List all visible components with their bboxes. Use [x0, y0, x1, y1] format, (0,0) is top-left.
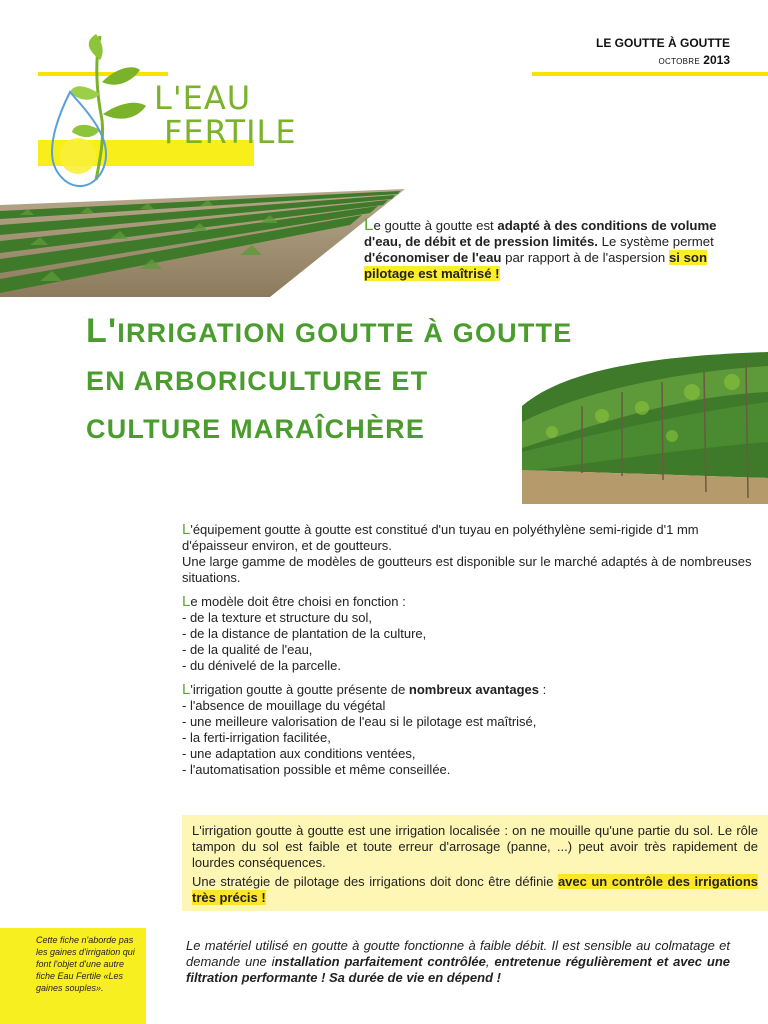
p3-bold: nombreux avantages	[408, 682, 539, 697]
p3-text: 'irrigation goutte à goutte présente de	[190, 682, 409, 697]
side-note: Cette fiche n'aborde pas les gaines d'irrigation qui font l'objet d'une autre fiche Eau Fertile «Les gaines souples».	[0, 928, 146, 1024]
title-line3: CULTURE MARAÎCHÈRE	[86, 414, 426, 444]
p2-initial: L	[182, 593, 191, 610]
model-criteria-list	[182, 610, 762, 674]
p3-after: :	[538, 682, 547, 697]
list-item: - de la distance de plantation de la culture,	[182, 626, 427, 641]
vegetable-field-photo	[0, 185, 420, 297]
callout-text-1: L'irrigation goutte à goutte est une irrigation localisée : on ne mouille qu'une partie du sol. Le rôle tampon du sol est faible et toute erreur d'arrosage (panne, ...) peut avoir très rapidement de lourdes conséquences.	[192, 823, 758, 870]
intro-text-1: e goutte à goutte est	[373, 218, 498, 233]
list-item: - une adaptation aux conditions ventées,	[182, 746, 416, 761]
bottom-bold-1: nstallation parfaitement contrôlée	[274, 954, 486, 969]
intro-bold-2: d'économiser de l'eau	[364, 250, 502, 265]
header-rule	[532, 72, 768, 76]
intro-initial: L	[364, 215, 374, 234]
title-line1	[86, 312, 572, 351]
p1-text2: Une large gamme de modèles de goutteurs est disponible sur le marché adaptés à de nombreuses situations.	[182, 554, 752, 585]
intro-text-2: Le système permet	[597, 234, 714, 249]
p1-text: 'équipement goutte à goutte est constitué d'un tuyau en polyéthylène semi-rigide d'1 mm d'épaisseur environ, et de goutteurs.	[182, 522, 699, 553]
body-text	[182, 522, 762, 786]
intro-paragraph	[364, 217, 734, 282]
list-item: - de la qualité de l'eau,	[182, 642, 313, 657]
document-series: LE GOUTTE À GOUTTE	[596, 36, 730, 50]
logo-text-line2: FERTILE	[164, 113, 297, 151]
date-month: OCTOBRE	[658, 57, 700, 66]
list-item: - du dénivelé de la parcelle.	[182, 658, 341, 673]
intro-text-3: par rapport à de l'aspersion	[501, 250, 669, 265]
logo-drop-plant-icon	[40, 30, 170, 200]
bottom-text-1: Le matériel utilisé en goutte à goutte fonctionne à faible débit. Il est sensible au colmatage et demande une i	[186, 938, 730, 969]
bottom-bold-2: entretenue régulièrement et avec une filtration performante ! Sa durée de vie en dépend !	[186, 954, 731, 985]
callout-box	[182, 815, 768, 911]
list-item: - l'absence de mouillage du végétal	[182, 698, 386, 713]
document-date	[658, 53, 730, 67]
callout-highlight: avec un contrôle des irrigations très précis !	[192, 874, 759, 905]
advantages-list	[182, 698, 762, 778]
logo-text-line1: L'EAU	[154, 79, 252, 117]
bottom-text-2: ,	[485, 954, 495, 969]
paragraph-advantages	[182, 682, 762, 698]
title-big-l: L'	[86, 312, 118, 350]
intro-bold-1: adapté à des conditions de volume d'eau, de débit et de pression limités.	[364, 218, 717, 249]
list-item: - de la texture et structure du sol,	[182, 610, 373, 625]
title-line1-text: IRRIGATION GOUTTE À GOUTTE	[117, 318, 573, 348]
orchard-photo	[522, 352, 768, 504]
callout-text-2a: Une stratégie de pilotage des irrigations doit donc être définie	[192, 874, 558, 889]
p2-text: e modèle doit être choisi en fonction :	[190, 594, 406, 609]
p1-initial: L	[182, 521, 191, 538]
list-item: - une meilleure valorisation de l'eau si le pilotage est maîtrisé,	[182, 714, 537, 729]
list-item: - la ferti-irrigation facilitée,	[182, 730, 331, 745]
callout-text-2	[192, 874, 758, 906]
intro-highlight: si son pilotage est maîtrisé !	[364, 250, 708, 281]
bottom-paragraph	[186, 938, 730, 986]
paragraph-model	[182, 594, 762, 610]
date-year: 2013	[703, 53, 730, 67]
title-line2: EN ARBORICULTURE ET	[86, 366, 429, 396]
paragraph-equipment	[182, 522, 762, 586]
list-item: - l'automatisation possible et même conseillée.	[182, 762, 451, 777]
p3-initial: L	[182, 681, 191, 698]
